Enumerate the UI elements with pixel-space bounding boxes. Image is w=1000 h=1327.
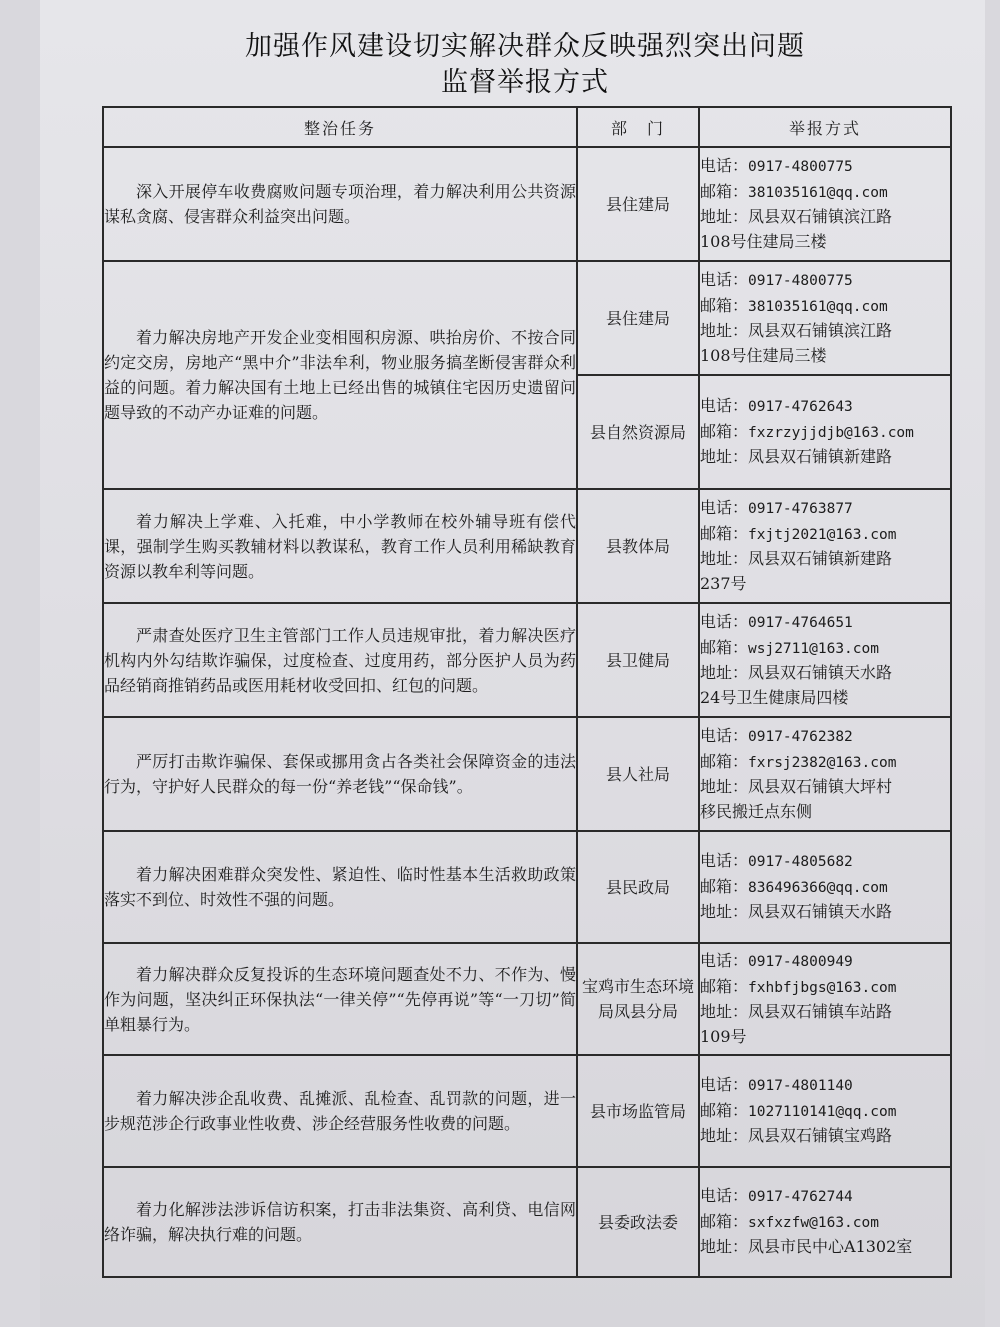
task-cell [103,1055,577,1167]
task-cell [103,261,577,489]
email-label: 邮箱： [700,421,749,441]
email-value: wsj2711@163.com [748,640,879,657]
dept-cell: 宝鸡市生态环境局凤县分局 [577,943,699,1055]
task-text: 深入开展停车收费腐败问题专项治理，着力解决利用公共资源谋私贪腐、侵害群众利益突出问题。 [104,182,576,226]
task-text: 着力解决涉企乱收费、乱摊派、乱检查、乱罚款的问题，进一步规范涉企行政事业性收费、涉企经营服务性收费的问题。 [104,1089,576,1133]
task-text: 严厉打击欺诈骗保、套保或挪用贪占各类社会保障资金的违法行为，守护好人民群众的每一份“养老钱”“保命钱”。 [104,752,576,796]
email-label: 邮箱： [700,295,749,315]
document-title: 加强作风建设切实解决群众反映强烈突出问题 [245,31,805,62]
table-header-row [103,107,951,147]
dept-cell: 县住建局 [577,261,699,375]
dept-cell: 县人社局 [577,717,699,831]
phone-label: 电话： [700,1186,749,1206]
phone-label: 电话： [700,851,749,871]
contact-cell [699,717,951,831]
dept-cell: 县住建局 [577,147,699,261]
address-value: 凤县双石铺镇新建路 [748,447,893,467]
phone-value: 0917-4762643 [748,399,853,416]
contact-cell [699,375,951,489]
address-value: 凤县双石铺镇天水路 [748,902,893,922]
dept-cell: 县卫健局 [577,603,699,717]
report-table [102,106,952,1278]
address-label: 地址： [700,902,749,922]
task-text: 着力解决困难群众突发性、紧迫性、临时性基本生活救助政策落实不到位、时效性不强的问题。 [104,865,576,909]
address-value: 凤县市民中心A1302室 [748,1237,913,1257]
address-label: 地址： [700,321,749,340]
contact-cell [699,1167,951,1277]
email-value: fxjtj2021@163.com [748,526,897,543]
task-cell [103,603,577,717]
address-label: 地址： [700,1126,749,1146]
address-label: 地址： [700,447,749,467]
address-label: 地址： [700,1237,749,1257]
address-value: 凤县双石铺镇宝鸡路 [748,1126,893,1146]
table-row [103,831,951,943]
task-cell [103,489,577,603]
address-continued: 移民搬迁点东侧 [700,801,813,821]
email-label: 邮箱： [700,1211,749,1231]
contact-cell [699,489,951,603]
table-row [103,147,951,261]
contact-cell [699,261,951,375]
phone-value: 0917-4764651 [748,615,853,631]
address-label: 地址： [700,663,749,682]
contact-cell [699,147,951,261]
dept-cell: 县民政局 [577,831,699,943]
phone-label: 电话： [700,951,749,970]
task-cell [103,147,577,261]
address-continued: 237号 [700,573,747,593]
phone-label: 电话： [700,612,749,631]
table-row [103,943,951,1055]
phone-label: 电话： [700,396,749,416]
table-row [103,603,951,717]
address-value: 凤县双石铺镇大坪村 [748,777,893,796]
phone-label: 电话： [700,498,749,517]
phone-value: 0917-4763877 [748,501,853,517]
phone-value: 0917-4762382 [748,729,853,745]
phone-value: 0917-4801140 [748,1078,853,1095]
header-contact: 举报方式 [699,107,951,147]
email-value: 381035161@qq.com [748,184,888,201]
email-value: 1027110141@qq.com [748,1103,897,1120]
email-label: 邮箱： [700,523,749,543]
contact-cell [699,1055,951,1167]
dept-cell: 县自然资源局 [577,375,699,489]
task-cell [103,831,577,943]
email-value: fxzrzyjjdjb@163.com [748,424,914,441]
task-cell [103,1167,577,1277]
phone-value: 0917-4762744 [748,1189,853,1206]
address-value: 凤县双石铺镇新建路 [748,549,893,568]
address-label: 地址： [700,549,749,568]
task-text: 着力解决群众反复投诉的生态环境问题查处不力、不作为、慢作为问题，坚决纠正环保执法“一律关停”“先停再说”等“一刀切”简单粗暴行为。 [104,964,576,1034]
address-value: 凤县双石铺镇滨江路 [748,207,893,226]
address-continued: 109号 [700,1026,747,1046]
phone-value: 0917-4800775 [748,159,853,175]
email-value: fxrsj2382@163.com [748,754,897,771]
address-continued: 108号住建局三楼 [700,231,827,251]
email-label: 邮箱： [700,876,749,896]
address-label: 地址： [700,777,749,796]
address-value: 凤县双石铺镇车站路 [748,1002,893,1021]
address-label: 地址： [700,1002,749,1021]
email-label: 邮箱： [700,976,749,996]
email-value: 381035161@qq.com [748,298,888,315]
email-value: fxhbfjbgs@163.com [748,979,897,996]
address-continued: 24号卫生健康局四楼 [700,687,849,707]
table-row [103,261,951,375]
dept-cell: 县委政法委 [577,1167,699,1277]
email-value: 836496366@qq.com [748,879,888,896]
dept-cell: 县教体局 [577,489,699,603]
task-text: 着力化解涉法涉诉信访积案，打击非法集资、高利贷、电信网络诈骗，解决执行难的问题。 [104,1200,576,1244]
table-row [103,717,951,831]
task-cell [103,943,577,1055]
document-subtitle: 监督举报方式 [441,67,609,98]
contact-cell [699,831,951,943]
task-text: 严肃查处医疗卫生主管部门工作人员违规审批，着力解决医疗机构内外勾结欺诈骗保，过度检查、过度用药，部分医护人员为药品经销商推销药品或医用耗材收受回扣、红包的问题。 [104,625,576,695]
phone-value: 0917-4800775 [748,273,853,289]
phone-value: 0917-4800949 [748,954,853,970]
phone-label: 电话： [700,1075,749,1095]
contact-cell [699,603,951,717]
task-text: 着力解决房地产开发企业变相囤积房源、哄抬房价、不按合同约定交房，房地产“黑中介”非法牟利，物业服务搞垄断侵害群众利益的问题。着力解决国有土地上已经出售的城镇住宅因历史遗留问题导致的不动产办证难的问题。 [104,328,576,422]
address-value: 凤县双石铺镇滨江路 [748,321,893,340]
table-row [103,1167,951,1277]
address-value: 凤县双石铺镇天水路 [748,663,893,682]
address-continued: 108号住建局三楼 [700,345,827,365]
email-label: 邮箱： [700,637,749,657]
phone-label: 电话： [700,270,749,289]
email-label: 邮箱： [700,181,749,201]
email-label: 邮箱： [700,1100,749,1120]
phone-value: 0917-4805682 [748,854,853,871]
email-value: sxfxzfw@163.com [748,1214,879,1231]
contact-cell [699,943,951,1055]
dept-cell: 县市场监管局 [577,1055,699,1167]
header-task: 整治任务 [103,107,577,147]
task-cell [103,717,577,831]
email-label: 邮箱： [700,751,749,771]
address-label: 地址： [700,207,749,226]
table-row [103,1055,951,1167]
phone-label: 电话： [700,156,749,175]
table-row [103,489,951,603]
header-dept: 部 门 [577,107,699,147]
phone-label: 电话： [700,726,749,745]
task-text: 着力解决上学难、入托难，中小学教师在校外辅导班有偿代课，强制学生购买教辅材料以教谋私，教育工作人员利用稀缺教育资源以教牟利等问题。 [104,511,576,581]
